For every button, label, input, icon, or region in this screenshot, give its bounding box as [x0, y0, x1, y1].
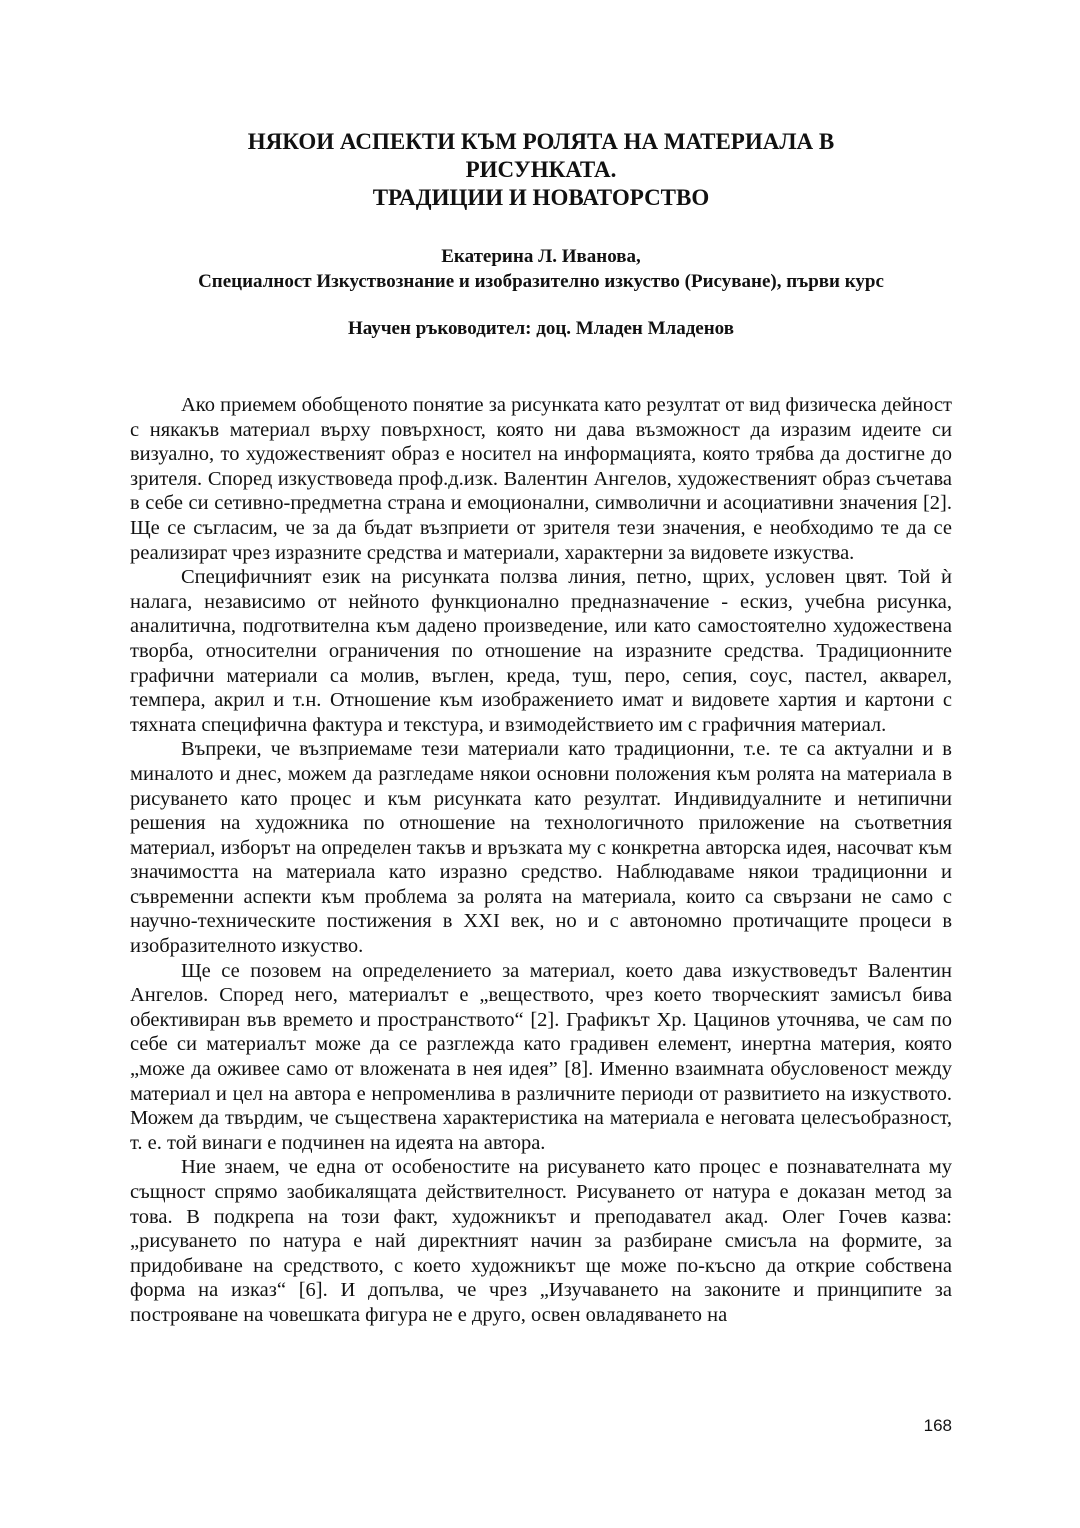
body-text	[130, 393, 952, 1328]
paragraph-5: Ние знаем, че една от особеностите на рисуването като процес е познавателната му същност спрямо заобикалящата действителност. Рисуването от натура е доказан метод за това. В подкрепа на този факт, художникът и преподавател акад. Олег Гочев казва: „рисуването по натура е най директният начин за разбиране смисъла на формите, за придобиване на средството, с което художникът ще може по-късно да открие собствена форма на изказ“ [6]. И допълва, че чрез „Изучаването на законите и принципите за построяване на човешката фигура не е друго, освен овладяването на	[130, 1156, 952, 1326]
paragraph-1: Ако приемем обобщеното понятие за рисунката като резултат от вид физическа дейност с някакъв материал върху повърхност, която ни дава възможност да изразим идеите си визуално, то художественият образ е носител на информацията, която трябва да достигне до зрителя. Според изкуствоведа проф.д.изк. Валентин Ангелов, художественият образ съчетава в себе си сетивно-предметна страна и емоционални, символични и асоциативни значения [2]. Ще се съгласим, че за да бъдат възприети от зрителя тези значения, е необходимо те да се реализират чрез изразните средства и материали, характерни за видовете изкуства.	[130, 394, 952, 564]
page-number: 168	[923, 1416, 952, 1435]
paragraph-4: Ще се позовем на определението за материал, което дава изкуствоведът Валентин Ангелов. Според него, материалът е „веществото, чрез което творческият замисъл бива обективиран във времето и пространството“ [2]. Графикът Хр. Цацинов уточнява, че сам по себе си материалът може да се разглежда като градивен елемент, инертна материя, която „може да оживее само от вложената в нея идея” [8]. Именно взаимната обусловеност между материал и цел на автора е непроменлива в различните периоди от развитието на изкуството. Можем да твърдим, че съществена характеристика на материала е неговата целесъобразност, т. е. той винаги е подчинен на идеята на автора.	[130, 959, 952, 1154]
paper-title	[130, 128, 952, 212]
author-block	[130, 244, 952, 294]
author-affiliation: Специалност Изкуствознание и изобразително изкуство (Рисуване), първи курс	[198, 271, 884, 292]
title-line-3: ТРАДИЦИИ И НОВАТОРСТВО	[372, 185, 710, 210]
author-name: Екатерина Л. Иванова,	[441, 246, 641, 267]
paragraph-2: Специфичният език на рисунката ползва линия, петно, щрих, условен цвят. Той ѝ налага, независимо от нейното функционално предназначение - ескиз, учебна рисунка, аналитична, подготвителна към дадено произведение, или като самостоятелно художествена творба, относителни ограничения по отношение на изразните средства. Традиционните графични материали са молив, въглен, креда, туш, перо, сепия, соус, пастел, акварел, темпера, акрил и т.н. Отношение към изображението имат и видовете хартия и картони с тяхната специфична фактура и текстура, и взимодействието им с графичния материал.	[130, 566, 952, 736]
title-line-2: РИСУНКАТА.	[465, 157, 617, 182]
supervisor-line: Научен ръководител: доц. Младен Младенов	[348, 318, 734, 339]
paragraph-3: Въпреки, че възприемаме тези материали като традиционни, т.е. те са актуални и в миналото и днес, можем да разгледаме някои основни положения към ролята на материала в рисуването като процес и към рисунката като резултат. Индивидуалните и нетипични решения на художника по отношение на технологичното приложение на съответния материал, изборът на определен такъв и връзката му с конкретна авторска идея, насочват към значимостта на материала като изразно средство. Наблюдаваме някои традиционни и съвременни аспекти към проблема за ролята на материала, които са свързани не само с научно-техническите постижения в XXI век, но и с автономно протичащите процеси в изобразителното изкуство.	[130, 738, 952, 958]
title-line-1: НЯКОИ АСПЕКТИ КЪМ РОЛЯТА НА МАТЕРИАЛА В	[247, 129, 835, 154]
